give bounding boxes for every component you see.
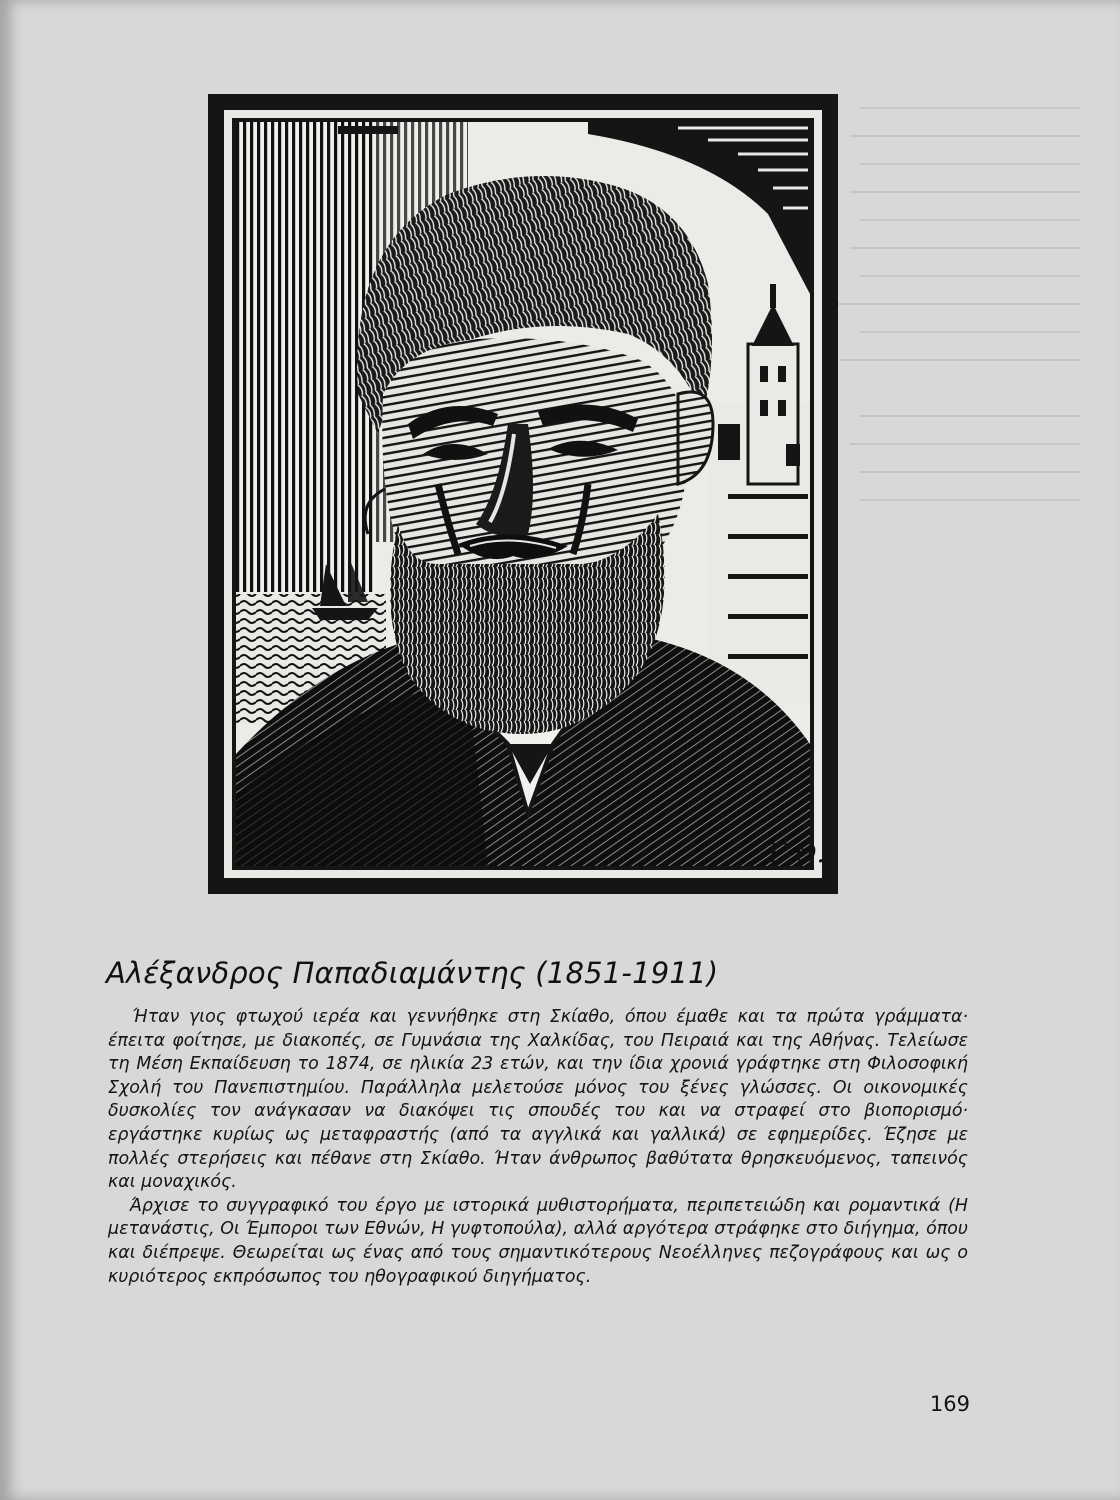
page-title: Αλέξανδρος Παπαδιαμάντης (1851-1911) bbox=[106, 956, 719, 990]
biography-paragraph-1: Ήταν γιος φτωχού ιερέα και γεννήθηκε στη Σκίαθο, όπου έμαθε και τα πρώτα γράμματα· έπειτα φοίτησε, με διακοπές, σε Γυμνάσια της Χαλκίδας, του Πειραιά και της Αθήνας. Τελείωσε τη Μέση Εκπαίδευση το 1874, σε ηλικία 23 ετών, και την ίδια χρονιά γράφτηκε στη Φιλοσοφική Σχολή του Πανεπιστημίου. Παράλληλα μελετούσε μόνος του ξένες γλώσσες. Οι οικονομικές δυσκολίες τον ανάγκασαν να διακόψει τις σπουδές του και να στραφεί στο βιοπορισμό· εργάστηκε κυρίως ως μεταφραστής (από τα αγγλικά και γαλλικά) σε εφημερίδες. Έζησε με πολλές στερήσεις και πέθανε στη Σκίαθο. Ήταν άνθρωπος βαθύτατα θρησκευόμενος, ταπεινός και μοναχικός. bbox=[108, 1007, 968, 1193]
woodcut-portrait bbox=[208, 94, 838, 894]
page-number: 169 bbox=[929, 1392, 970, 1416]
svg-text:Ε.Θ.: Ε.Θ. bbox=[768, 839, 825, 869]
biography-text bbox=[108, 1006, 968, 1289]
artist-monogram bbox=[767, 839, 825, 869]
biography-paragraph-2: Άρχισε το συγγραφικό του έργο με ιστορικά μυθιστορήματα, περιπετειώδη και ρομαντικά (Η μετανάστις, Οι Έμποροι των Εθνών, Η γυφτοπούλα), αλλά αργότερα στράφηκε στο διήγημα, όπου και διέπρεψε. Θεωρείται ως ένας από τους σημαντικότερους Νεοέλληνες πεζογράφους και ως ο κυριότερος εκπρόσωπος του ηθογραφικού διηγήματος. bbox=[108, 1195, 968, 1287]
